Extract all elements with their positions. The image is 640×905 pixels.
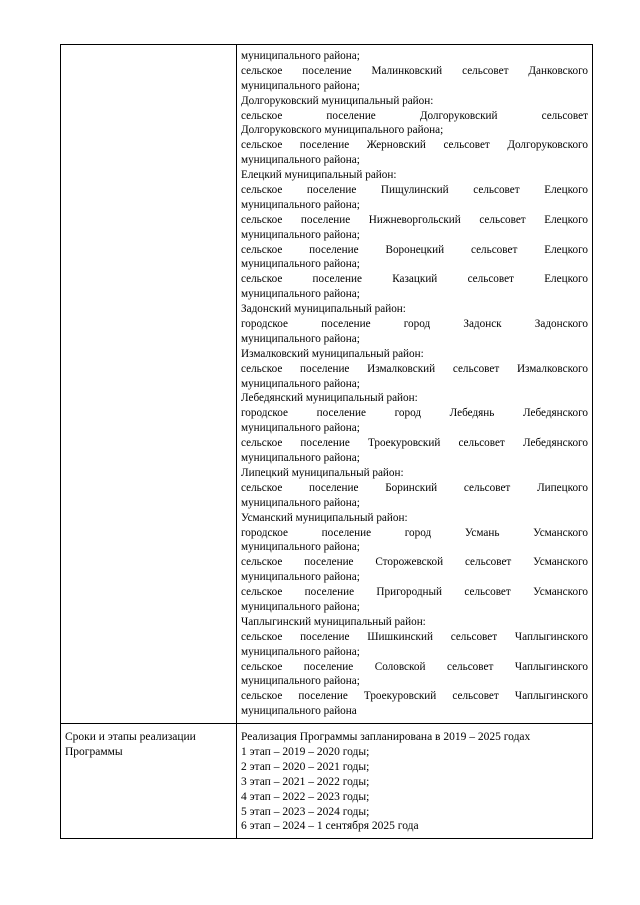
- municipality-line: муниципального района;: [241, 571, 360, 584]
- municipality-line: муниципального района;: [241, 79, 360, 92]
- municipality-line: Долгоруковский муниципальный район:: [241, 94, 434, 107]
- municipality-line: сельское поселение Измалковский сельсовет Измалковского: [241, 362, 588, 375]
- municipality-line: сельское поселение Жерновский сельсовет Долгоруковского: [241, 139, 588, 152]
- stage-item: 6 этап – 2024 – 1 сентября 2025 года: [241, 820, 419, 833]
- municipality-line: Лебедянский муниципальный район:: [241, 392, 418, 405]
- timeline-label-cell: [65, 730, 230, 760]
- municipality-line: муниципального района;: [241, 50, 360, 62]
- municipality-line: Усманский муниципальный район:: [241, 511, 408, 524]
- municipality-line: сельское поселение Нижневоргольский сельсовет Елецкого: [241, 213, 588, 226]
- municipality-line: муниципального района;: [241, 288, 360, 301]
- stage-item: 4 этап – 2022 – 2023 годы;: [241, 790, 370, 803]
- stage-item: 1 этап – 2019 – 2020 годы;: [241, 745, 370, 758]
- municipality-line: муниципального района;: [241, 258, 360, 271]
- municipality-line: муниципального района: [241, 705, 357, 718]
- municipality-line: сельское поселение Боринский сельсовет Липецкого: [241, 481, 588, 494]
- municipality-line: сельское поселение Воронецкий сельсовет Елецкого: [241, 243, 588, 256]
- municipality-line: Елецкий муниципальный район:: [241, 169, 397, 182]
- municipality-line: муниципального района;: [241, 422, 360, 435]
- municipality-line: муниципального района;: [241, 332, 360, 345]
- municipalities-cell: [241, 49, 588, 719]
- table-row-divider: [60, 723, 593, 724]
- municipality-line: сельское поселение Шишкинский сельсовет Чаплыгинского: [241, 630, 588, 643]
- municipality-line: муниципального района;: [241, 675, 360, 688]
- timeline-label: Сроки и этапы реализации Программы: [65, 731, 196, 758]
- timeline-intro: Реализация Программы запланирована в 2019 – 2025 годах: [241, 731, 531, 743]
- municipality-line: сельское поселение Долгоруковский сельсовет: [241, 109, 588, 122]
- timeline-value-cell: [241, 730, 588, 834]
- municipality-line: муниципального района;: [241, 496, 360, 509]
- stage-item: 5 этап – 2023 – 2024 годы;: [241, 805, 370, 818]
- municipality-line: Измалковский муниципальный район:: [241, 347, 424, 360]
- municipality-line: муниципального района;: [241, 645, 360, 658]
- municipality-line: сельское поселение Соловской сельсовет Чаплыгинского: [241, 660, 588, 673]
- municipality-line: сельское поселение Пригородный сельсовет Усманского: [241, 586, 588, 599]
- municipality-line: сельское поселение Троекуровский сельсовет Чаплыгинского: [241, 690, 588, 703]
- municipality-line: сельское поселение Троекуровский сельсовет Лебедянского: [241, 437, 588, 450]
- municipality-line: Задонский муниципальный район:: [241, 303, 406, 316]
- municipality-line: Липецкий муниципальный район:: [241, 466, 404, 479]
- stage-item: 2 этап – 2020 – 2021 годы;: [241, 760, 370, 773]
- stage-item: 3 этап – 2021 – 2022 годы;: [241, 775, 370, 788]
- municipality-line: муниципального района;: [241, 377, 360, 390]
- municipality-line: муниципального района;: [241, 541, 360, 554]
- municipality-line: муниципального района;: [241, 198, 360, 211]
- municipality-line: городское поселение город Усмань Усманского: [241, 526, 588, 539]
- municipality-line: муниципального района;: [241, 600, 360, 613]
- municipality-line: городское поселение город Задонск Задонского: [241, 318, 588, 331]
- municipality-line: сельское поселение Малинковский сельсовет Данковского: [241, 64, 588, 77]
- municipality-line: сельское поселение Казацкий сельсовет Елецкого: [241, 273, 588, 286]
- municipality-line: сельское поселение Сторожевской сельсовет Усманского: [241, 556, 588, 569]
- municipality-line: муниципального района;: [241, 452, 360, 465]
- municipality-line: муниципального района;: [241, 154, 360, 167]
- municipality-line: Чаплыгинский муниципальный район:: [241, 615, 426, 628]
- table-column-divider: [236, 44, 237, 839]
- municipality-line: сельское поселение Пищулинский сельсовет Елецкого: [241, 184, 588, 197]
- municipality-line: Долгоруковского муниципального района;: [241, 124, 444, 137]
- stage-list: [241, 745, 588, 834]
- municipality-line: городское поселение город Лебедянь Лебедянского: [241, 407, 588, 420]
- municipality-line: муниципального района;: [241, 228, 360, 241]
